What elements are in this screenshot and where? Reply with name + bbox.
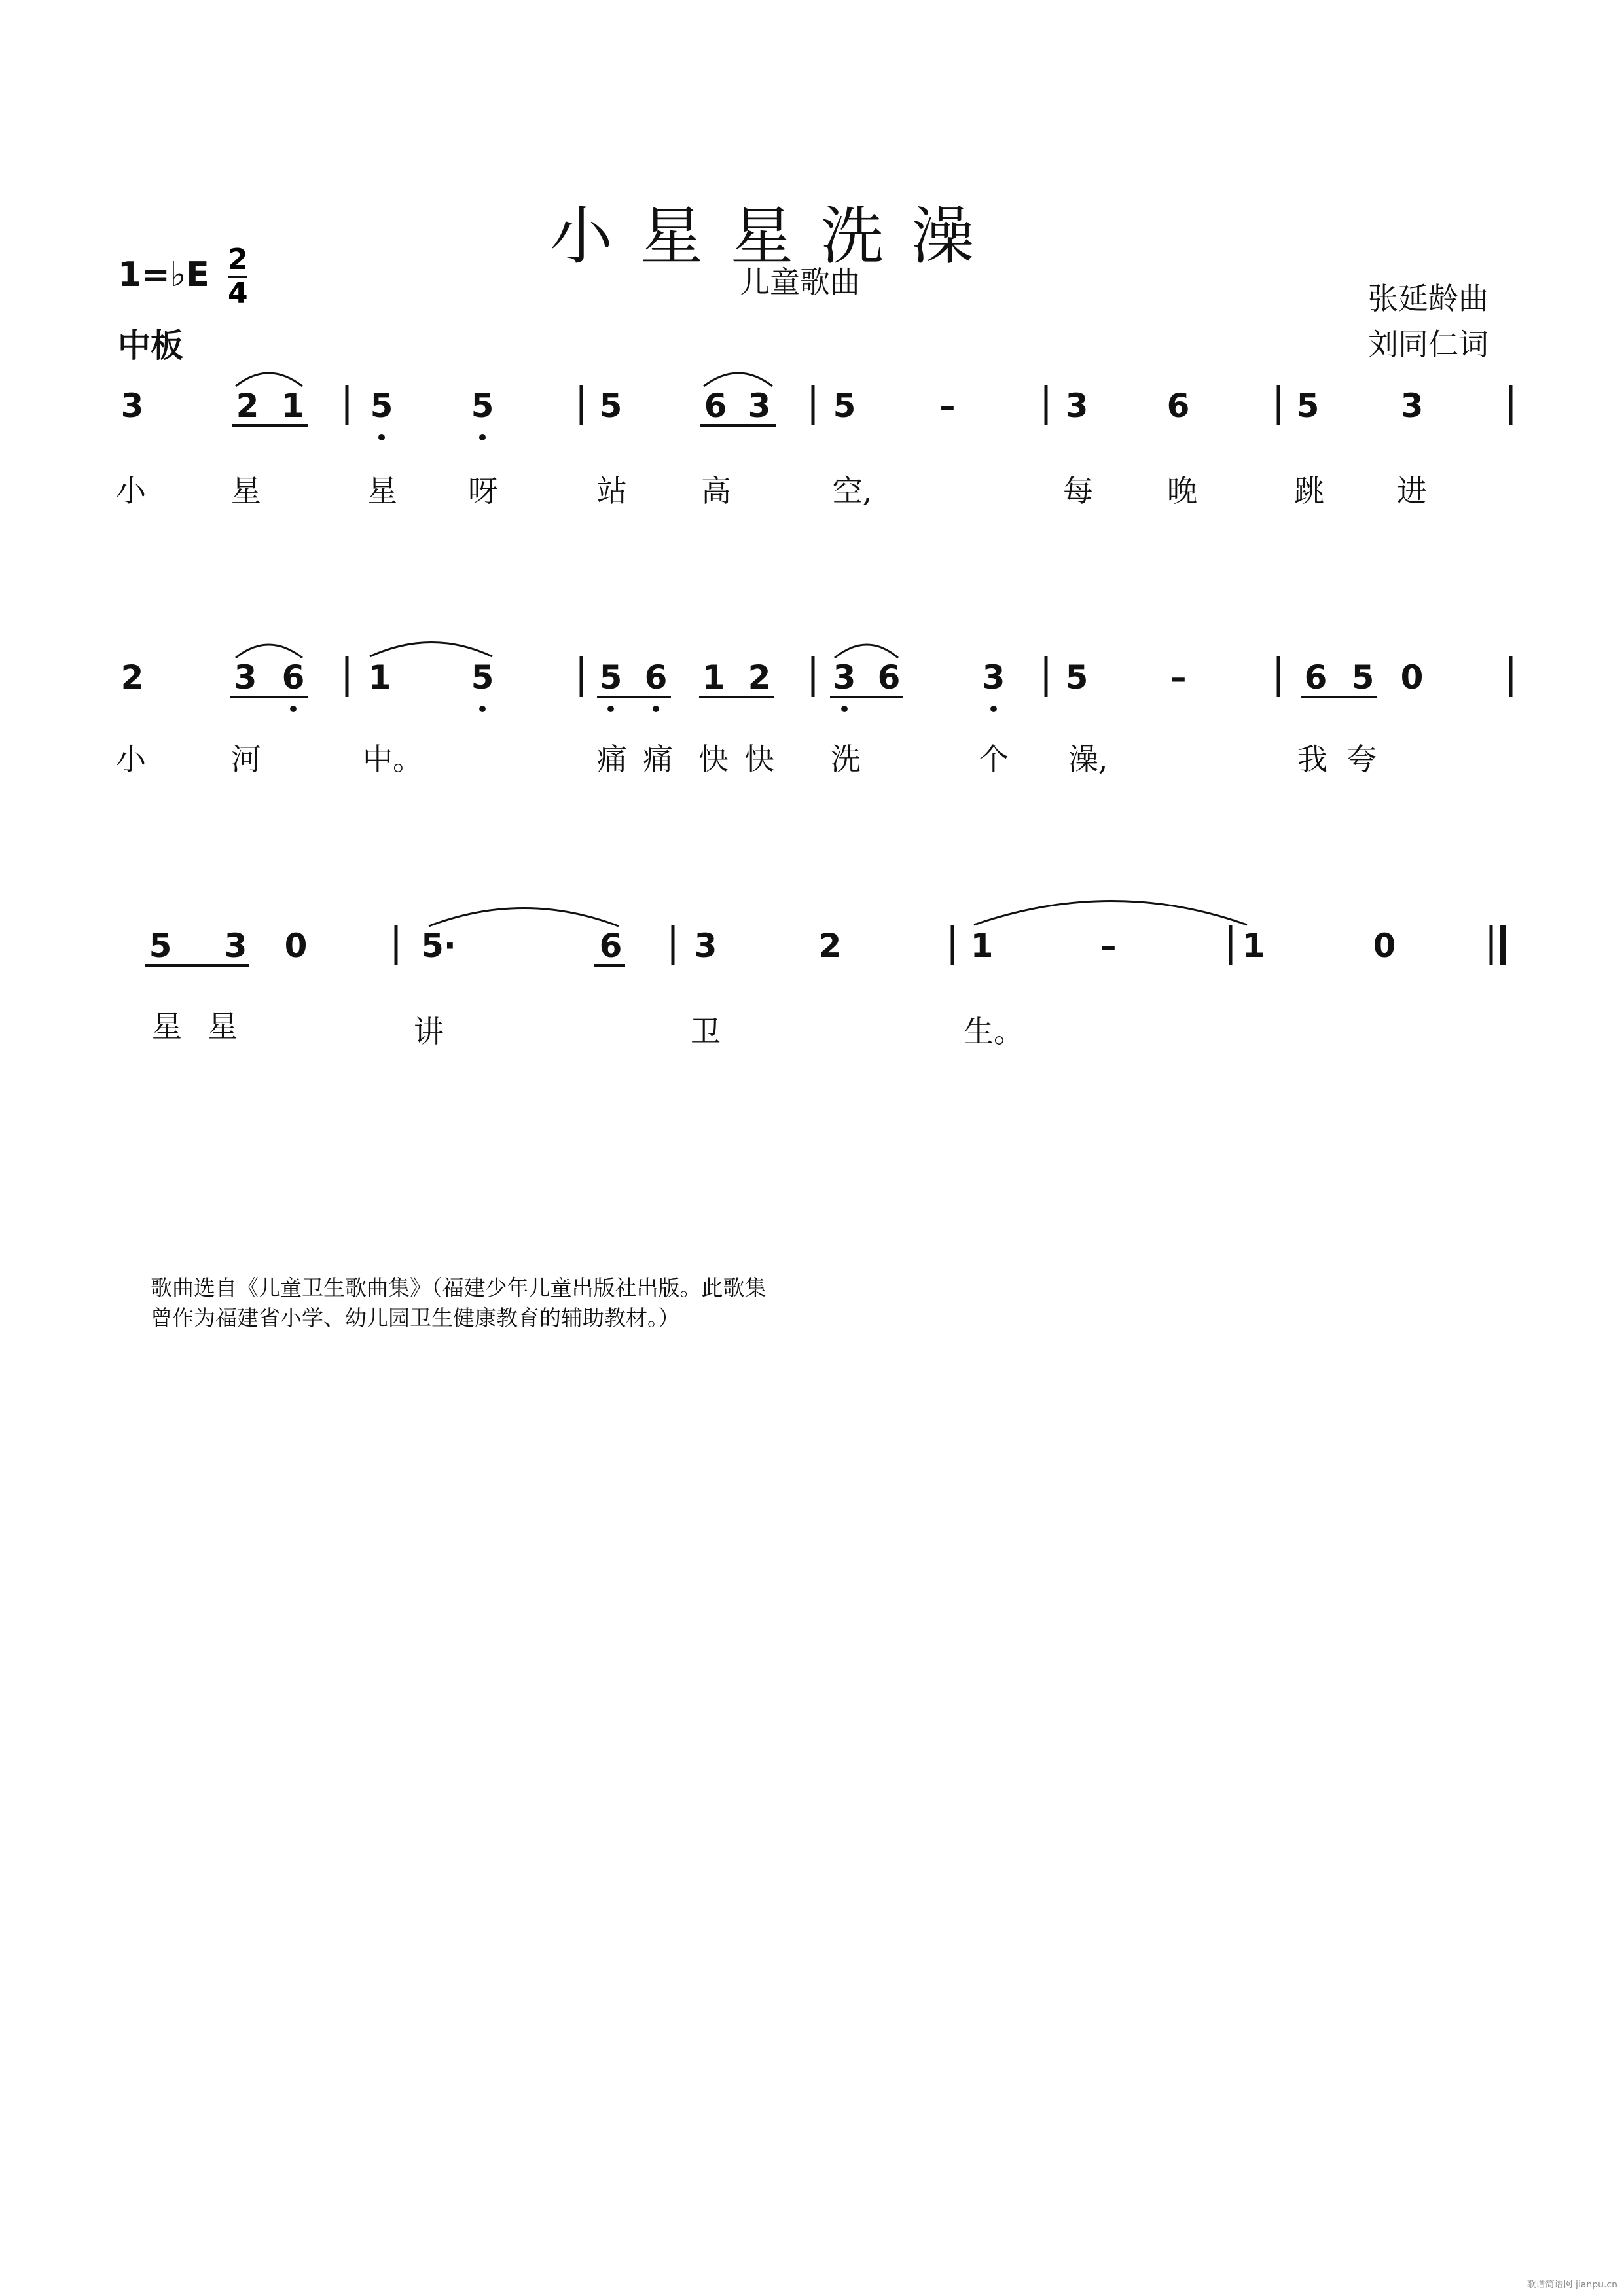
slur [236, 373, 302, 386]
note: 3 [833, 658, 856, 696]
note: 5 [1065, 658, 1089, 696]
lyric-char: 洗 [831, 742, 861, 777]
note: 3 [694, 927, 717, 965]
song-title: 小星星洗澡 [550, 200, 1001, 273]
lyric-char: 河 [231, 742, 261, 777]
lyric-char: 小 [116, 473, 146, 509]
slur [835, 645, 898, 658]
lyric-char: 痛 [643, 742, 673, 777]
note: 6 [644, 658, 668, 696]
lyric-char: 生。 [964, 1014, 1024, 1049]
lyric-char: 星 [152, 1009, 182, 1044]
note: 5 [833, 387, 856, 425]
lyric-char: 空, [832, 473, 873, 509]
note: 5 [1296, 387, 1320, 425]
octave-dots [290, 434, 997, 712]
note: 5 [599, 387, 623, 425]
note: 6 [704, 387, 727, 425]
note: 6 [877, 658, 901, 696]
note: – [1170, 658, 1187, 696]
underlines [145, 425, 1377, 965]
note: 3 [234, 658, 257, 696]
note: 0 [1400, 658, 1424, 696]
low-octave-dot [290, 706, 297, 712]
time-signature-bottom: 4 [228, 277, 248, 310]
note: 3 [1400, 387, 1424, 425]
lyric-char: 快 [744, 742, 774, 777]
composer-credit: 张延龄曲 [1368, 281, 1489, 316]
note: – [1100, 927, 1117, 965]
low-octave-dot [479, 706, 486, 712]
low-octave-dot [378, 434, 385, 440]
note: 5· [421, 927, 456, 965]
note: 0 [1373, 927, 1396, 965]
lyric-char: 晚 [1167, 473, 1197, 509]
note: 5 [471, 658, 494, 696]
lyric-char: 星 [367, 473, 397, 509]
lyric-char: 我 [1297, 742, 1327, 777]
footnote: 歌曲选自《儿童卫生歌曲集》（福建少年儿童出版社出版。此歌集曾作为福建省小学、幼儿园卫生健康教育的辅助教材。） [151, 1275, 767, 1331]
slurs [236, 373, 1247, 926]
note: 3 [982, 658, 1005, 696]
note: 5 [149, 927, 172, 965]
lyric-char: 卫 [691, 1014, 721, 1049]
lyric-char: 呀 [468, 473, 498, 509]
low-octave-dot [479, 434, 486, 440]
note: 1 [368, 658, 391, 696]
note: 1 [702, 658, 725, 696]
lyric-char: 个 [979, 742, 1009, 777]
slur [370, 643, 492, 657]
note: 3 [224, 927, 247, 965]
lyric-char: 夸 [1346, 742, 1377, 777]
slur [704, 373, 772, 386]
lyric-char: 每 [1063, 473, 1093, 509]
note: 2 [748, 658, 771, 696]
slur [236, 645, 302, 658]
note: 6 [599, 927, 623, 965]
lyric-char: 站 [597, 473, 627, 509]
song-subtitle: 儿童歌曲 [740, 264, 860, 300]
note: 5 [599, 658, 623, 696]
lyric-char: 高 [701, 473, 731, 509]
note: 6 [1304, 658, 1327, 696]
lyric-char: 中。 [363, 742, 423, 777]
lyric-char: 痛 [597, 742, 627, 777]
bar-lines [347, 385, 1511, 965]
slur [429, 908, 619, 927]
lyric-char: 星 [208, 1009, 238, 1044]
key-text: 1=♭E [118, 255, 209, 295]
note: 2 [818, 927, 842, 965]
lyric-char: 星 [231, 473, 261, 509]
note: 3 [1065, 387, 1089, 425]
note: 6 [1166, 387, 1190, 425]
slur [974, 901, 1247, 925]
note: 5 [471, 387, 494, 425]
lyric-char: 进 [1397, 473, 1427, 509]
low-octave-dot [990, 706, 997, 712]
lyricist-credit: 刘同仁词 [1368, 327, 1489, 362]
note: 6 [281, 658, 305, 696]
lyric-char: 快 [698, 742, 729, 777]
note: 2 [236, 387, 259, 425]
note: 5 [370, 387, 393, 425]
lyric-char: 跳 [1294, 473, 1324, 509]
lyric-char: 小 [116, 742, 146, 777]
watermark: 歌谱简谱网 jianpu.cn [1526, 2280, 1617, 2290]
note: 0 [284, 927, 308, 965]
note: 1 [281, 387, 304, 425]
note: 3 [120, 387, 144, 425]
time-signature-top: 2 [228, 243, 248, 276]
note: 3 [748, 387, 771, 425]
low-octave-dot [653, 706, 659, 712]
tempo-marking: 中板 [118, 326, 183, 365]
note: – [939, 387, 956, 425]
note: 1 [970, 927, 994, 965]
low-octave-dot [607, 706, 614, 712]
low-octave-dot [841, 706, 848, 712]
note: 1 [1242, 927, 1265, 965]
lyric-char: 澡, [1068, 742, 1108, 777]
lyric-char: 讲 [414, 1014, 444, 1049]
note: 2 [120, 658, 144, 696]
note: 5 [1351, 658, 1375, 696]
